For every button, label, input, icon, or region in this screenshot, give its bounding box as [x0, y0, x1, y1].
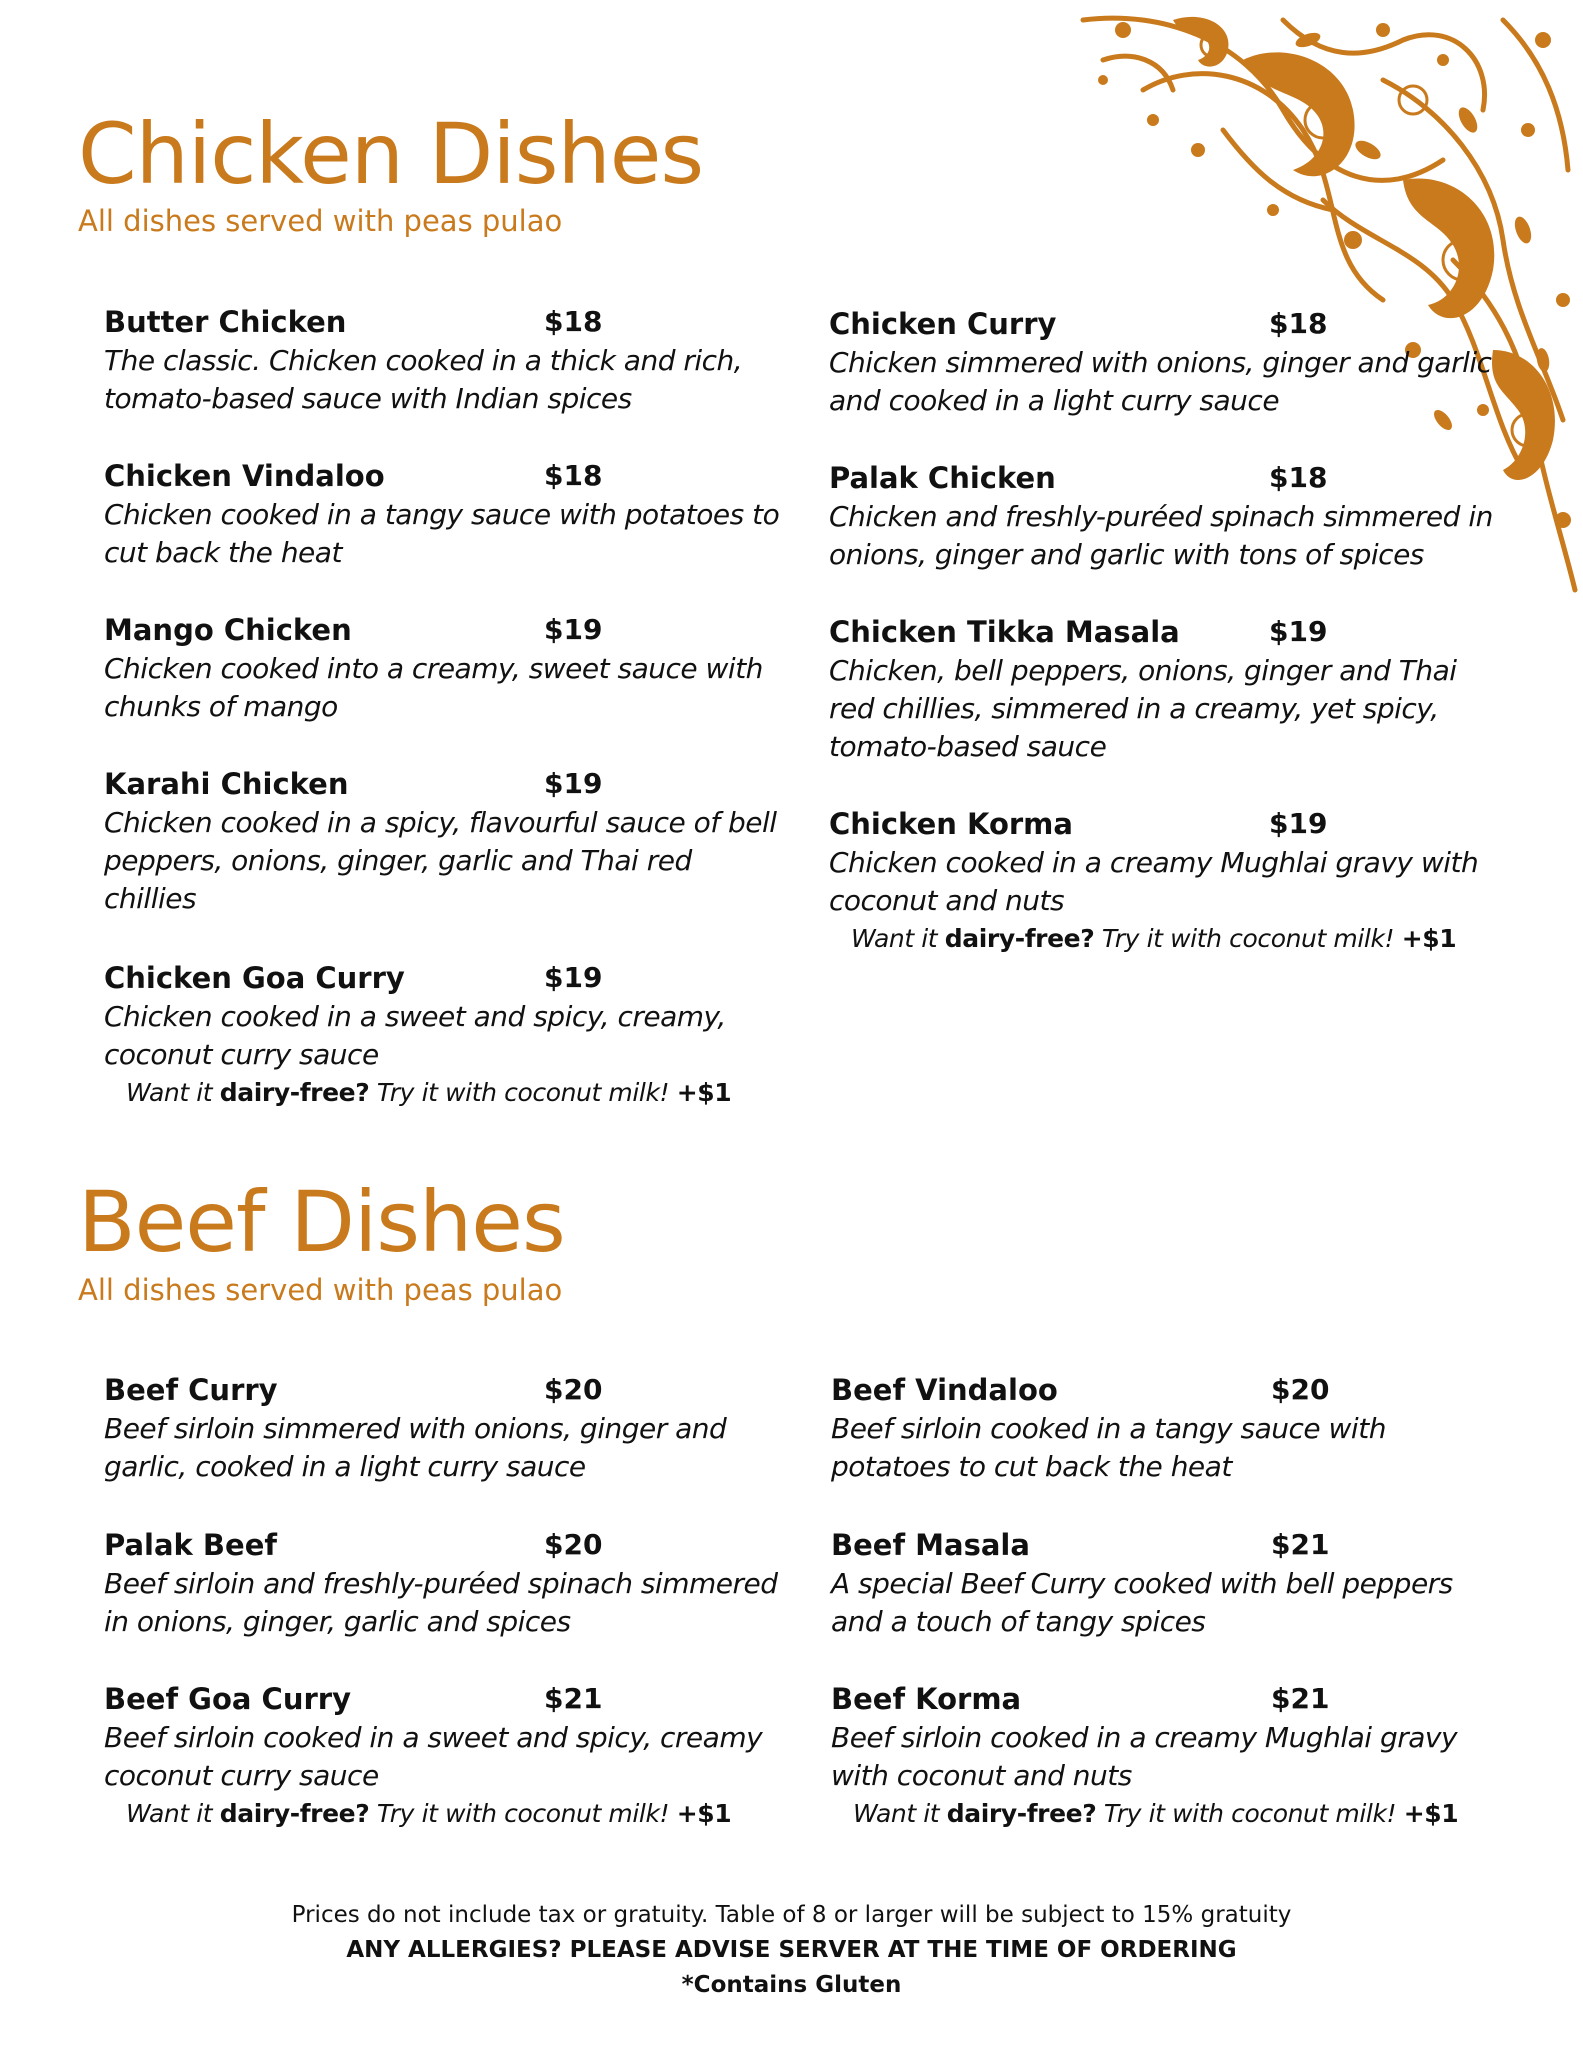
- menu-item-price: $21: [544, 1682, 603, 1715]
- menu-item-name: Mango Chicken: [104, 613, 352, 647]
- section-subtitle: All dishes served with peas pulao: [78, 204, 563, 238]
- menu-item-price: $20: [544, 1528, 603, 1561]
- footer-allergy-note: ANY ALLERGIES? PLEASE ADVISE SERVER AT THE TIME OF ORDERING: [346, 1937, 1237, 1963]
- menu-item-name: Butter Chicken: [104, 305, 347, 339]
- menu-item-name: Chicken Curry: [829, 307, 1057, 341]
- menu-item-description: Chicken cooked into a creamy, sweet sauce with chunks of mango: [104, 652, 763, 723]
- menu-item-price: $19: [544, 767, 603, 800]
- menu-item-price: $19: [1269, 807, 1328, 840]
- menu-item-name: Palak Beef: [104, 1528, 277, 1562]
- menu-item-price: $18: [544, 305, 603, 338]
- menu-item-name: Beef Masala: [831, 1528, 1030, 1562]
- note-upcharge-price: +$1: [676, 1078, 732, 1107]
- menu-item-description: The classic. Chicken cooked in a thick and rich, tomato-based sauce with Indian spices: [104, 344, 743, 415]
- menu-item-name: Beef Curry: [104, 1373, 278, 1407]
- menu-item-description: Beef sirloin and freshly-puréed spinach simmered in onions, ginger, garlic and spices: [104, 1567, 778, 1638]
- menu-item-description: Beef sirloin cooked in a sweet and spicy, creamy coconut curry sauce: [104, 1721, 763, 1792]
- note-text-post: Try it with coconut milk!: [1094, 924, 1402, 953]
- note-text-post: Try it with coconut milk!: [369, 1078, 677, 1107]
- note-upcharge-price: +$1: [1401, 924, 1457, 953]
- menu-item-name: Karahi Chicken: [104, 767, 349, 801]
- menu-item-description: Chicken cooked in a creamy Mughlai gravy with coconut and nuts: [829, 846, 1479, 917]
- menu-item-price: $20: [1271, 1373, 1330, 1406]
- menu-item-description: Beef sirloin cooked in a tangy sauce with potatoes to cut back the heat: [831, 1412, 1386, 1483]
- menu-item-name: Chicken Goa Curry: [104, 961, 405, 995]
- menu-item-description: Chicken, bell peppers, onions, ginger and Thai red chillies, simmered in a creamy, yet spicy, tomato-based sauce: [829, 654, 1457, 763]
- menu-item-name: Chicken Vindaloo: [104, 459, 385, 493]
- note-text-bold: dairy-free?: [944, 924, 1095, 953]
- menu-item-description: A special Beef Curry cooked with bell peppers and a touch of tangy spices: [831, 1567, 1453, 1638]
- note-text-bold: dairy-free?: [219, 1799, 370, 1828]
- note-text-pre: Want it: [126, 1799, 220, 1828]
- menu-item: [831, 1679, 1511, 1833]
- menu-item-price: $18: [1269, 461, 1328, 494]
- menu-item-description: Beef sirloin simmered with onions, ginger and garlic, cooked in a light curry sauce: [104, 1412, 727, 1483]
- menu-item-price: $21: [1271, 1682, 1330, 1715]
- menu-item-name: Beef Goa Curry: [104, 1682, 351, 1716]
- section-title: Chicken Dishes: [78, 105, 704, 203]
- menu-item-price: $19: [544, 613, 603, 646]
- section-title: Beef Dishes: [78, 1173, 565, 1271]
- dairy-free-note: [126, 1795, 784, 1833]
- dairy-free-note: [853, 1795, 1511, 1833]
- note-text-pre: Want it: [126, 1078, 220, 1107]
- menu-item-name: Beef Korma: [831, 1682, 1022, 1716]
- note-text-post: Try it with coconut milk!: [369, 1799, 677, 1828]
- menu-item-price: $18: [544, 459, 603, 492]
- menu-item: [104, 1679, 784, 1833]
- note-upcharge-price: +$1: [676, 1799, 732, 1828]
- menu-item-description: Chicken cooked in a tangy sauce with potatoes to cut back the heat: [104, 498, 780, 569]
- note-upcharge-price: +$1: [1403, 1799, 1459, 1828]
- menu-item-name: Palak Chicken: [829, 461, 1056, 495]
- menu-item-description: Chicken cooked in a spicy, flavourful sauce of bell peppers, onions, ginger, garlic and Thai red chillies: [104, 806, 777, 915]
- menu-item-description: Beef sirloin cooked in a creamy Mughlai gravy with coconut and nuts: [831, 1721, 1458, 1792]
- menu-item-price: $19: [544, 961, 603, 994]
- note-text-bold: dairy-free?: [219, 1078, 370, 1107]
- menu-item: [831, 1525, 1511, 1641]
- footer: [0, 1898, 1583, 2003]
- menu-item: [104, 1525, 784, 1641]
- section-subtitle: All dishes served with peas pulao: [78, 1273, 563, 1307]
- menu-item-price: $21: [1271, 1528, 1330, 1561]
- footer-gluten-note: *Contains Gluten: [681, 1972, 902, 1998]
- footer-pricing-note: Prices do not include tax or gratuity. Table of 8 or larger will be subject to 15% gratuity: [291, 1902, 1292, 1928]
- note-text-pre: Want it: [853, 1799, 947, 1828]
- menu-item-name: Chicken Tikka Masala: [829, 615, 1180, 649]
- menu-item-name: Chicken Korma: [829, 807, 1073, 841]
- note-text-bold: dairy-free?: [946, 1799, 1097, 1828]
- menu-item-description: Chicken simmered with onions, ginger and garlic and cooked in a light curry sauce: [829, 346, 1492, 417]
- menu-item: [104, 1370, 784, 1486]
- menu-item-name: Beef Vindaloo: [831, 1373, 1058, 1407]
- note-text-pre: Want it: [851, 924, 945, 953]
- menu-item-price: $19: [1269, 615, 1328, 648]
- menu-item-price: $18: [1269, 307, 1328, 340]
- menu-item-description: Chicken cooked in a sweet and spicy, creamy, coconut curry sauce: [104, 1000, 726, 1071]
- menu-item-price: $20: [544, 1373, 603, 1406]
- note-text-post: Try it with coconut milk!: [1096, 1799, 1404, 1828]
- menu-item-description: Chicken and freshly-puréed spinach simmered in onions, ginger and garlic with tons of spices: [829, 500, 1493, 571]
- menu-item: [831, 1370, 1511, 1486]
